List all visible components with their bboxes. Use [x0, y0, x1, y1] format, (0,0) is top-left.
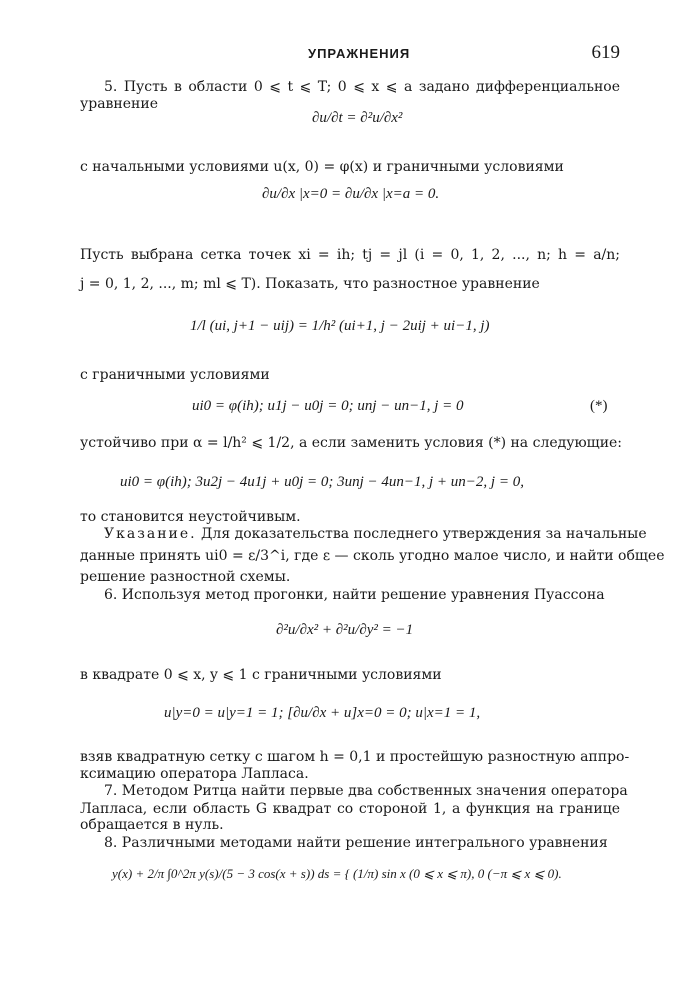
p8-eq1: y(x) + 2/π ∫0^2π y(s)/(5 − 3 cos(x + s)) ds = { (1/π) sin x (0 ⩽ x ⩽ π), 0 (−π ⩽ x ⩽ 0). [112, 866, 562, 881]
running-header [80, 44, 620, 68]
p5-line8: то становится неустойчивым. [80, 509, 301, 525]
p5-line6: с граничными условиями [80, 367, 270, 383]
p5-eq4: ui0 = φ(ih); u1j − u0j = 0; unj − un−1, j = 0 [192, 398, 464, 414]
hint-text-1: Для доказательства последнего утверждения за начальные [201, 526, 647, 542]
p5-eq3: 1/l (ui, j+1 − uij) = 1/h² (ui+1, j − 2uij + ui−1, j) [190, 318, 490, 334]
p6-line3: взяв квадратную сетку с шагом h = 0,1 и простейшую разностную аппро- [80, 749, 630, 765]
p5-line3: с начальными условиями u(x, 0) = φ(x) и граничными условиями [80, 159, 564, 175]
p5-line2: уравнение [80, 96, 158, 112]
p5-line7: устойчиво при α = l/h² ⩽ 1/2, а если заменить условия (*) на следующие: [80, 435, 623, 451]
p5-hint-line3: решение разностной схемы. [80, 569, 291, 585]
p6-line1: 6. Используя метод прогонки, найти решение уравнения Пуассона [104, 587, 605, 603]
p7-line1: 7. Методом Ритца найти первые два собственных значения оператора [104, 783, 628, 799]
p6-eq2: u|y=0 = u|y=1 = 1; [∂u/∂x + u]x=0 = 0; u|x=1 = 1, [164, 705, 481, 721]
p5-line5: j = 0, 1, 2, ..., m; ml ⩽ T). Показать, что разностное уравнение [80, 276, 540, 292]
p5-eq4-tag: (*) [590, 398, 608, 414]
header-title: УПРАЖНЕНИЯ [308, 46, 411, 61]
p5-hint-line [104, 525, 647, 543]
p5-line1: 5. Пусть в области 0 ⩽ t ⩽ T; 0 ⩽ x ⩽ a задано дифференциальное [104, 79, 620, 95]
page-number: 619 [591, 42, 620, 63]
p5-eq2: ∂u/∂x |x=0 = ∂u/∂x |x=a = 0. [262, 186, 440, 202]
p5-line4: Пусть выбрана сетка точек xi = ih; tj = jl (i = 0, 1, 2, ..., n; h = a/n; [80, 247, 620, 263]
p7-line3: обращается в нуль. [80, 817, 224, 833]
p5-hint-line2: данные принять ui0 = ε/3^i, где ε — сколь угодно малое число, и найти общее [80, 548, 665, 564]
p5-eq5: ui0 = φ(ih); 3u2j − 4u1j + u0j = 0; 3unj − 4un−1, j + un−2, j = 0, [120, 474, 524, 490]
p8-line1: 8. Различными методами найти решение интегрального уравнения [104, 835, 608, 851]
p6-line2: в квадрате 0 ⩽ x, y ⩽ 1 с граничными условиями [80, 667, 442, 683]
p6-eq1: ∂²u/∂x² + ∂²u/∂y² = −1 [276, 622, 414, 638]
p6-line4: ксимацию оператора Лапласа. [80, 766, 309, 782]
hint-label: Указание. [104, 526, 197, 542]
p7-line2: Лапласа, если область G квадрат со стороной 1, а функция на границе [80, 801, 620, 817]
p5-eq1: ∂u/∂t = ∂²u/∂x² [312, 110, 403, 126]
